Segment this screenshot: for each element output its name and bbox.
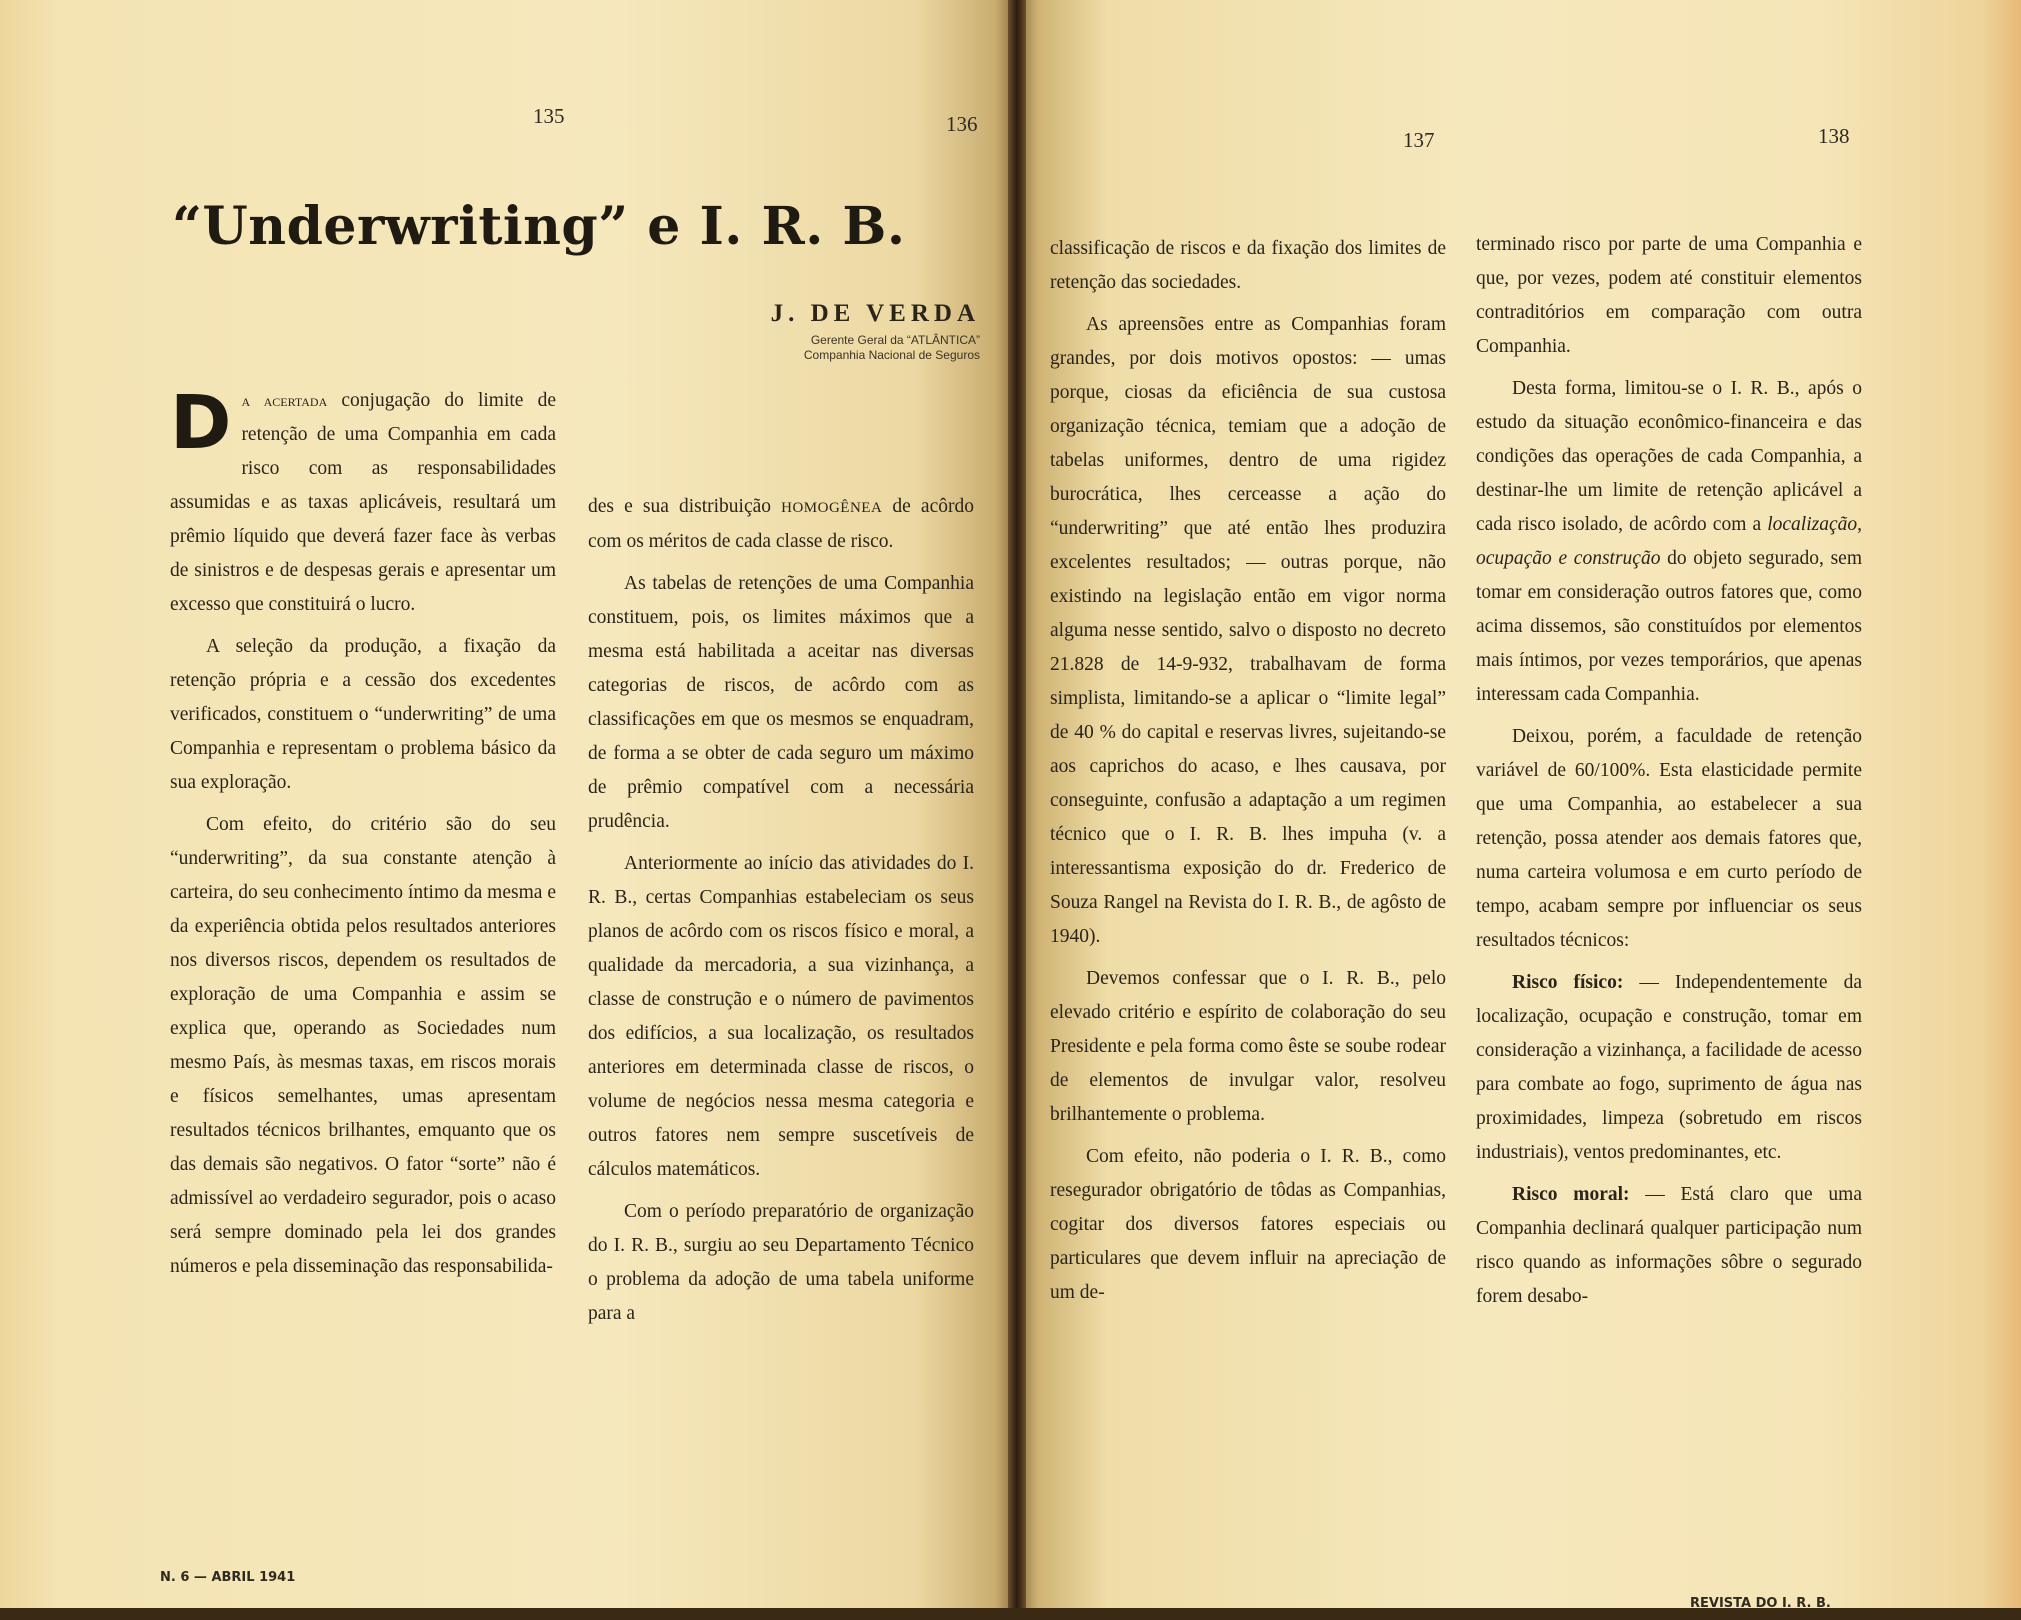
column-1 bbox=[170, 380, 556, 1292]
col1-paragraph-1 bbox=[170, 380, 556, 622]
col4-p2-italic: localização, ocupação e construção bbox=[1476, 514, 1862, 569]
col4-p4-text: — Independentemente da localização, ocupação e construção, tomar em consideração a vizinhança, a facilidade de acesso para combate ao fogo, suprimento de água nas proximidades, limpeza (sobretudo em riscos industriais), ventos predominantes, etc. bbox=[1476, 972, 1862, 1163]
risco-fisico-heading: Risco físico: bbox=[1512, 972, 1624, 993]
col3-paragraph-3: Devemos confessar que o I. R. B., pelo elevado critério e espírito de colaboração do seu Presidente e pela forma como êste se soube rodear de elementos de invulgar valor, resolveu brilhantemente o problema. bbox=[1050, 968, 1446, 1125]
col4-paragraph-3: Deixou, porém, a faculdade de retenção variável de 60/100%. Esta elasticidade permite que uma Companhia, ao estabelecer a sua retenção, possa atender aos demais fatores que, numa carteira volumosa e em curto período de tempo, acabam sempre por influenciar os seus resultados técnicos: bbox=[1476, 726, 1862, 951]
col2-paragraph-2: As tabelas de retenções de uma Companhia constituem, pois, os limites máximos que a mesma está habilitada a aceitar nas diversas categorias de riscos, de acôrdo com as classificações em que os mesmos se enquadram, de forma a se obter de cada seguro um máximo de prêmio compatível com a necessária prudência. bbox=[588, 573, 974, 832]
column-3 bbox=[1050, 232, 1446, 1318]
col4-paragraph-4 bbox=[1476, 966, 1862, 1170]
col2-paragraph-4: Com o período preparatório de organização do I. R. B., surgiu ao seu Departamento Técnico o problema da adoção de uma tabela uniforme para a bbox=[588, 1201, 974, 1324]
footer-issue: N. 6 — ABRIL 1941 bbox=[160, 1570, 296, 1585]
col4-paragraph-2 bbox=[1476, 372, 1862, 712]
col1-p1-text: conjugação do limite de retenção de uma Companhia em cada risco com as responsabilidades assumidas e as taxas aplicáveis, resultará um prêmio líquido que deverá fazer face às verbas de sinistros e de despesas gerais e apresentar um excesso que constituirá o lucro. bbox=[170, 390, 556, 615]
column-4 bbox=[1476, 228, 1862, 1322]
page-number-138: 138 bbox=[1818, 124, 1850, 148]
col1-paragraph-3: Com efeito, do critério são do seu “underwriting”, da sua constante atenção à carteira, do seu conhecimento íntimo da mesma e da experiência obtida pelos resultados anteriores nos diversos riscos, dependem os resultados de exploração de uma Companhia e assim se explica que, operando as Sociedades num mesmo País, às mesmas taxas, em riscos morais e físicos semelhantes, umas apresentam resultados técnicos brilhantes, emquanto que os das demais são negativos. O fator “sorte” não é admissível ao verdadeiro segurador, pois o acaso será sempre dominado pela lei dos grandes números e pela disseminação das responsabilida- bbox=[170, 814, 556, 1277]
byline bbox=[700, 300, 980, 370]
col3-paragraph-4: Com efeito, não poderia o I. R. B., como resegurador obrigatório de tôdas as Companhias, cogitar dos diversos fatores especiais ou particulares que devem influir na apreciação de um de- bbox=[1050, 1146, 1446, 1303]
col1-smallcaps-lead: a acertada bbox=[241, 391, 328, 410]
drop-cap: D bbox=[170, 380, 232, 466]
col4-paragraph-5 bbox=[1476, 1178, 1862, 1314]
page-number-137: 137 bbox=[1403, 128, 1435, 152]
col2-p1-caps: HOMOGÊNEA bbox=[781, 500, 883, 516]
page-number-135: 135 bbox=[533, 104, 565, 128]
col2-paragraph-3: Anteriormente ao início das atividades do I. R. B., certas Companhias estabeleciam os seus planos de acôrdo com os riscos físico e moral, a qualidade da mercadoria, a sua vizinhança, a classe de construção e o número de pavimentos dos edifícios, a sua localização, os resultados anteriores em determinada classe de riscos, o volume de negócios nessa mesma categoria e outros fatores nem sempre suscetíveis de cálculos matemáticos. bbox=[588, 853, 974, 1180]
author-affiliation-line1: Gerente Geral da “ATLÂNTICA” bbox=[810, 333, 980, 347]
author-name: J. DE VERDA bbox=[770, 300, 980, 327]
col3-paragraph-2: As apreensões entre as Companhias foram grandes, por dois motivos opostos: — umas porque, ciosas da eficiência de sua custosa organização técnica, temiam que a adoção de tabelas uniformes, dentro de uma rigidez burocrática, lhes cerceasse a ação do “underwriting” que até então lhes produzira excelentes resultados; — outras porque, não existindo na legislação então em vigor norma alguma nesse sentido, salvo o disposto no decreto 21.828 de 14-9-932, trabalhavam de forma simplista, limitando-se a aplicar o “limite legal” de 40 % do capital e reservas livres, sujeitando-se aos caprichos do acaso, e lhes causava, por conseguinte, confusão a adaptação a um regimen técnico que o I. R. B. lhes impuha (v. a interessantisma exposição do dr. Frederico de Souza Rangel na Revista do I. R. B., de agôsto de 1940). bbox=[1050, 314, 1446, 947]
col2-p1-after: de acôrdo com os méritos de cada classe de risco. bbox=[588, 496, 974, 552]
col4-paragraph-1: terminado risco por parte de uma Companhia e que, por vezes, podem até constituir elementos contraditórios em comparação com outra Companhia. bbox=[1476, 234, 1862, 357]
col3-paragraph-1: classificação de riscos e da fixação dos limites de retenção das sociedades. bbox=[1050, 238, 1446, 293]
page-number-136: 136 bbox=[946, 112, 978, 136]
col2-p1-before: des e sua distribuição bbox=[588, 496, 782, 517]
book-gutter bbox=[1008, 0, 1026, 1620]
footer-journal: REVISTA DO I. R. B. bbox=[1690, 1596, 1831, 1611]
col1-paragraph-2: A seleção da produção, a fixação da retenção própria e a cessão dos excedentes verificados, constituem o “underwriting” de uma Companhia e representam o problema básico da sua exploração. bbox=[170, 636, 556, 793]
col2-paragraph-1 bbox=[588, 490, 974, 559]
column-2 bbox=[588, 490, 974, 1339]
risco-moral-heading: Risco moral: bbox=[1512, 1184, 1630, 1205]
article-title: “Underwriting” e I. R. B. bbox=[172, 196, 906, 257]
col4-p5-text: — Está claro que uma Companhia declinará qualquer participação num risco quando as informações sôbre o segurado forem desabo- bbox=[1476, 1184, 1862, 1307]
col4-p2-after: do objeto segurado, sem tomar em consideração outros fatores que, como acima dissemos, são constituídos por elementos mais íntimos, por vezes temporários, que apenas interessam cada Companhia. bbox=[1476, 548, 1863, 705]
author-affiliation-line2: Companhia Nacional de Seguros bbox=[803, 348, 980, 362]
col4-p2-before: Desta forma, limitou-se o I. R. B., após o estudo da situação econômico-financeira e das condições das operações de cada Companhia, a destinar-lhe um limite de retenção aplicável a cada risco isolado, de acôrdo com a bbox=[1476, 378, 1862, 535]
